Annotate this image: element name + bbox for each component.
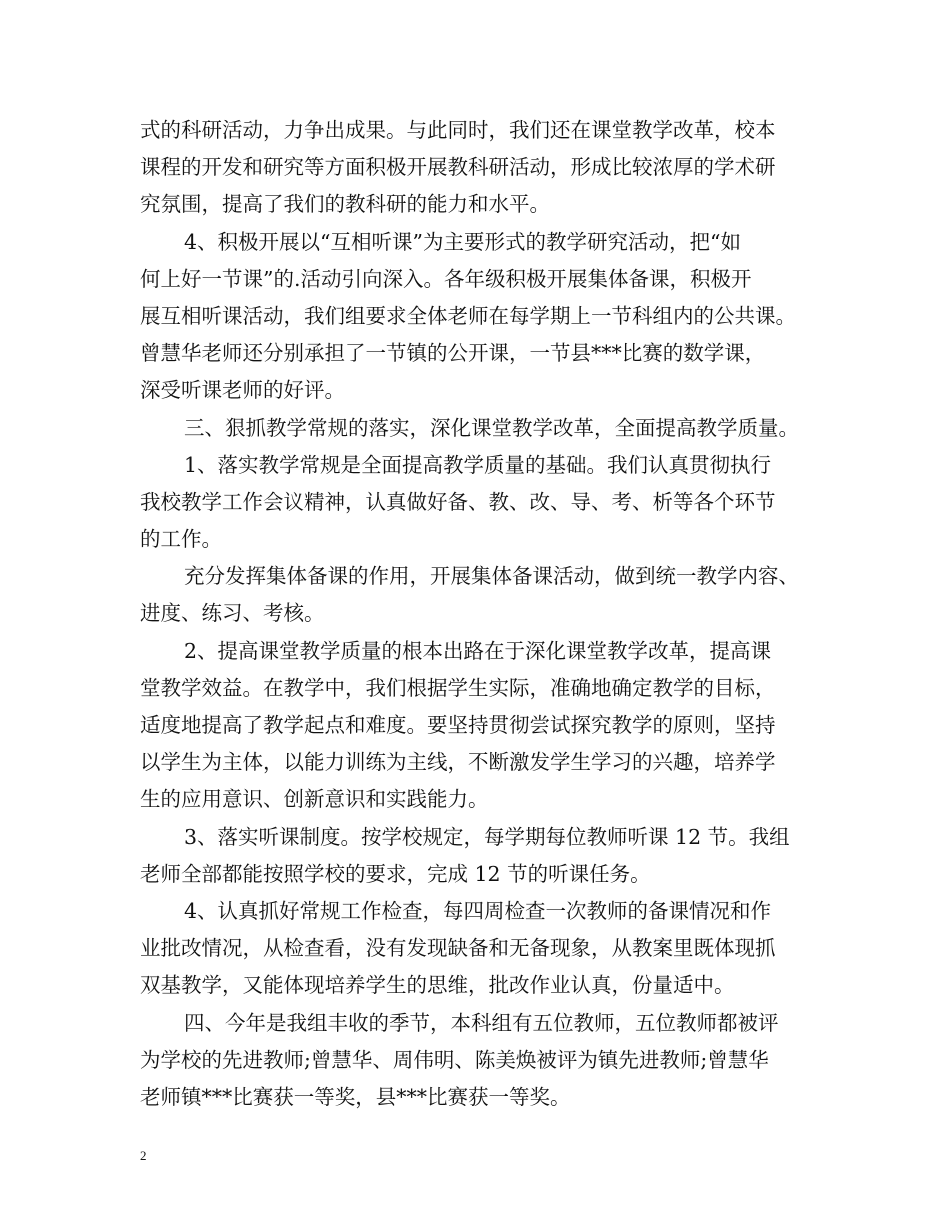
text-line: 深受听课老师的好评。	[140, 378, 345, 403]
document-body	[140, 112, 830, 1116]
text-line: 适度地提高了教学起点和难度。要坚持贯彻尝试探究教学的原则，坚持	[140, 713, 776, 737]
text-line: 究氛围，提高了我们的教科研的能力和水平。	[140, 192, 550, 217]
text-line: 曾慧华老师还分别承担了一节镇的公开课，一节县***比赛的数学课，	[140, 341, 766, 366]
text-line: 展互相听课活动，我们组要求全体老师在每学期上一节科组内的公共课。	[140, 303, 796, 328]
text-line: 业批改情况，从检查看，没有发现缺备和无备现象，从教案里既体现抓	[140, 936, 776, 961]
page-number: 2	[140, 1148, 147, 1163]
text-line: 老师全部都能按照学校的要求，完成 12 节的听课任务。	[140, 861, 651, 886]
text-line: 3、落实听课制度。按学校规定，每学期每位教师听课 12 节。我组	[184, 824, 790, 849]
text-line: 四、今年是我组丰收的季节，本科组有五位教师，五位教师都被评	[184, 1010, 779, 1035]
text-line: 以学生为主体，以能力训练为主线，不断激发学生学习的兴趣，培养学	[140, 750, 776, 775]
text-line: 式的科研活动，力争出成果。与此同时，我们还在课堂教学改革，校本	[140, 118, 776, 142]
text-line: 生的应用意识、创新意识和实践能力。	[140, 787, 489, 812]
text-line: 三、狠抓教学常规的落实，深化课堂教学改革，全面提高教学质量。	[184, 415, 799, 440]
text-line: 我校教学工作会议精神，认真做好备、教、改、导、考、析等各个环节	[140, 489, 776, 514]
text-line: 进度、练习、考核。	[140, 601, 325, 626]
text-line: 的工作。	[140, 527, 222, 552]
text-line: 为学校的先进教师;曾慧华、周伟明、陈美焕被评为镇先进教师;曾慧华	[140, 1047, 769, 1072]
text-line: 双基教学，又能体现培养学生的思维，批改作业认真，份量适中。	[140, 973, 735, 998]
text-line: 4、积极开展以“互相听课”为主要形式的教学研究活动，把“如	[184, 229, 741, 254]
text-line: 课程的开发和研究等方面积极开展教科研活动，形成比较浓厚的学术研	[140, 155, 776, 180]
text-line: 1、落实教学常规是全面提高教学质量的基础。我们认真贯彻执行	[184, 452, 772, 477]
text-line: 老师镇***比赛获一等奖，县***比赛获一等奖。	[140, 1084, 571, 1109]
text-line: 何上好一节课”的.活动引向深入。各年级积极开展集体备课，积极开	[140, 266, 752, 291]
text-line: 堂教学效益。在教学中，我们根据学生实际，准确地确定教学的目标，	[140, 675, 776, 700]
text-line: 2、提高课堂教学质量的根本出路在于深化课堂教学改革，提高课	[184, 638, 772, 663]
text-line: 4、认真抓好常规工作检查，每四周检查一次教师的备课情况和作	[184, 898, 772, 923]
text-line: 充分发挥集体备课的作用，开展集体备课活动，做到统一教学内容、	[184, 564, 799, 589]
